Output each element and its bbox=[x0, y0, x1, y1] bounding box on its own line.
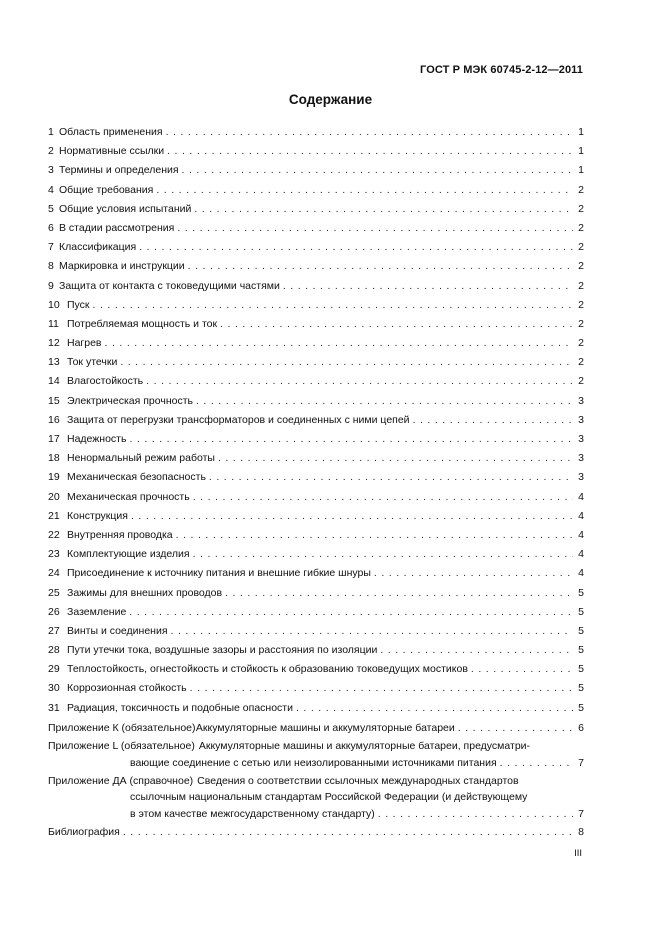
toc-entry-number: 25 bbox=[48, 586, 60, 599]
appendix-da-entry[interactable] bbox=[48, 773, 584, 822]
appendix-l-title-line2: вающие соединение с сетью или неизолированными источниками питания bbox=[130, 756, 497, 769]
toc-entry[interactable] bbox=[48, 545, 584, 564]
toc-entry[interactable] bbox=[48, 296, 584, 315]
toc-entry-title: Комплектующие изделия bbox=[67, 548, 190, 561]
toc-entry-number: 19 bbox=[48, 471, 60, 484]
toc-entry[interactable] bbox=[48, 564, 584, 583]
toc-entry-page: 2 bbox=[578, 202, 584, 215]
toc-leader bbox=[283, 277, 573, 296]
toc-entry-title: Механическая прочность bbox=[67, 490, 190, 503]
toc-entry-number: 27 bbox=[48, 624, 60, 637]
toc-leader bbox=[500, 755, 573, 771]
toc-entry-title: Защита от контакта с токоведущими частями bbox=[59, 279, 280, 292]
toc-entry-title: Классификация bbox=[59, 241, 137, 254]
toc-entry[interactable] bbox=[48, 679, 584, 698]
toc-entry[interactable] bbox=[48, 353, 584, 372]
toc-leader bbox=[182, 161, 573, 180]
toc-leader bbox=[129, 430, 573, 449]
toc-entry-number: 14 bbox=[48, 375, 60, 388]
toc-entry[interactable] bbox=[48, 468, 584, 487]
appendix-da-title-line1: Сведения о соответствии ссылочных международных стандартов bbox=[197, 774, 519, 787]
toc-entry-page: 2 bbox=[578, 337, 584, 350]
toc-entry-title: Общие требования bbox=[59, 183, 154, 196]
toc-entry-number: 20 bbox=[48, 490, 60, 503]
toc-leader bbox=[374, 564, 573, 583]
bibliography-page: 8 bbox=[578, 826, 584, 839]
toc-entry-number: 9 bbox=[48, 279, 54, 292]
toc-entry-number: 17 bbox=[48, 433, 60, 445]
toc-section-list bbox=[48, 123, 584, 718]
toc-entry-number: 7 bbox=[48, 241, 54, 254]
bibliography-entry[interactable] bbox=[48, 824, 584, 840]
toc-entry-page: 5 bbox=[578, 624, 584, 637]
toc-entry-page: 4 bbox=[578, 567, 584, 580]
appendix-k-label: Приложение К (обязательное) bbox=[48, 721, 196, 734]
toc-entry[interactable] bbox=[48, 449, 584, 468]
toc-leader bbox=[413, 411, 573, 430]
toc-entry-title: Область применения bbox=[59, 126, 163, 138]
toc-entry-title: Пуск bbox=[67, 298, 90, 311]
bibliography-title: Библиография bbox=[48, 826, 120, 839]
toc-entry-page: 3 bbox=[578, 413, 584, 426]
toc-entry-page: 2 bbox=[578, 183, 584, 196]
toc-entry-number: 30 bbox=[48, 682, 60, 695]
toc-entry-title: Нормативные ссылки bbox=[59, 145, 165, 158]
toc-entry[interactable] bbox=[48, 238, 584, 257]
toc-leader bbox=[193, 545, 573, 564]
toc-leader bbox=[176, 526, 573, 545]
toc-entry[interactable] bbox=[48, 641, 584, 660]
toc-leader bbox=[188, 257, 573, 276]
toc-entry-title: Маркировка и инструкции bbox=[59, 260, 185, 273]
toc-entry[interactable] bbox=[48, 507, 584, 526]
toc-entry[interactable] bbox=[48, 622, 584, 641]
toc-entry[interactable] bbox=[48, 123, 584, 142]
toc-leader bbox=[177, 219, 573, 238]
toc-leader bbox=[123, 824, 573, 840]
toc-entry-title: Нагрев bbox=[67, 337, 102, 350]
toc-entry-title: Внутренняя проводка bbox=[67, 528, 173, 541]
toc-entry-number: 11 bbox=[48, 317, 59, 330]
toc-entry-page: 2 bbox=[578, 298, 584, 311]
toc-entry-page: 1 bbox=[578, 164, 584, 177]
toc-leader bbox=[156, 181, 573, 200]
toc-entry-title: Коррозионная стойкость bbox=[67, 682, 187, 695]
toc-entry-page: 3 bbox=[578, 471, 584, 484]
toc-entry-page: 4 bbox=[578, 548, 584, 561]
toc-entry-title: Радиация, токсичность и подобные опасности bbox=[67, 701, 293, 714]
toc-leader bbox=[194, 200, 573, 219]
toc-entry-number: 13 bbox=[48, 356, 60, 369]
toc-entry[interactable] bbox=[48, 161, 584, 180]
toc-entry-title: Механическая безопасность bbox=[67, 471, 206, 484]
toc-entry[interactable] bbox=[48, 257, 584, 276]
toc-entry[interactable] bbox=[48, 372, 584, 391]
toc-leader bbox=[120, 353, 573, 372]
appendix-da-label: Приложение ДА (справочное) bbox=[48, 774, 194, 787]
page-number: III bbox=[574, 848, 582, 859]
toc-entry-number: 22 bbox=[48, 528, 60, 541]
toc-entry[interactable] bbox=[48, 334, 584, 353]
toc-leader bbox=[458, 720, 573, 736]
toc-entry-number: 12 bbox=[48, 337, 60, 350]
toc-entry-number: 23 bbox=[48, 548, 60, 561]
appendix-da-page: 7 bbox=[578, 807, 584, 820]
toc-leader bbox=[380, 641, 573, 660]
toc-entry-title: Винты и соединения bbox=[67, 624, 168, 637]
toc-entry-page: 2 bbox=[578, 221, 584, 234]
toc-entry[interactable] bbox=[48, 142, 584, 161]
toc-leader bbox=[220, 315, 573, 334]
appendix-l-label: Приложение L (обязательное) bbox=[48, 740, 195, 753]
toc-leader bbox=[146, 372, 573, 391]
toc-entry-page: 5 bbox=[578, 644, 584, 657]
toc-entry-number: 1 bbox=[48, 126, 54, 138]
toc-entry-title: Зажимы для внешних проводов bbox=[67, 586, 223, 599]
toc-entry-page: 5 bbox=[578, 663, 584, 676]
toc-entry-number: 16 bbox=[48, 413, 60, 426]
toc-entry-page: 5 bbox=[578, 682, 584, 695]
toc-entry[interactable] bbox=[48, 411, 584, 430]
appendix-l-title-line1: Аккумуляторные машины и аккумуляторные батареи, предусматри- bbox=[198, 740, 531, 753]
table-of-contents bbox=[48, 123, 584, 841]
toc-entry-page: 2 bbox=[578, 279, 584, 292]
toc-entry[interactable] bbox=[48, 315, 584, 334]
toc-entry-page: 3 bbox=[578, 394, 584, 407]
toc-leader bbox=[225, 584, 573, 603]
toc-leader bbox=[139, 238, 573, 257]
toc-entry-number: 10 bbox=[48, 298, 60, 311]
appendix-l-page: 7 bbox=[578, 756, 584, 769]
toc-entry-number: 3 bbox=[48, 164, 54, 177]
toc-entry-number: 2 bbox=[48, 145, 54, 158]
appendix-k-page: 6 bbox=[578, 721, 584, 734]
toc-entry-number: 8 bbox=[48, 260, 54, 273]
toc-entry-page: 1 bbox=[578, 126, 584, 138]
toc-entry-title: Потребляемая мощность и ток bbox=[67, 317, 218, 330]
toc-leader bbox=[378, 806, 573, 822]
toc-entry-number: 6 bbox=[48, 221, 54, 234]
toc-entry[interactable] bbox=[48, 200, 584, 219]
toc-leader bbox=[105, 334, 573, 353]
toc-entry[interactable] bbox=[48, 699, 584, 718]
toc-entry-page: 4 bbox=[578, 528, 584, 541]
document-code-header: ГОСТ Р МЭК 60745-2-12—2011 bbox=[420, 64, 583, 76]
toc-entry-page: 5 bbox=[578, 586, 584, 599]
toc-leader bbox=[129, 603, 573, 622]
toc-leader bbox=[193, 488, 573, 507]
toc-entry-title: Пути утечки тока, воздушные зазоры и расстояния по изоляции bbox=[67, 644, 378, 657]
toc-entry-page: 3 bbox=[578, 433, 584, 445]
toc-entry-page: 5 bbox=[578, 605, 584, 618]
toc-entry-title: Конструкция bbox=[67, 509, 128, 522]
appendix-da-title-line3: в этом качестве межгосударственному стандарту) bbox=[130, 807, 375, 820]
toc-leader bbox=[190, 679, 573, 698]
toc-leader bbox=[166, 123, 573, 142]
appendix-da-title-line2: ссылочным национальным стандартам Российской Федерации (и действующему bbox=[130, 791, 528, 804]
toc-leader bbox=[209, 468, 573, 487]
toc-entry[interactable] bbox=[48, 584, 584, 603]
toc-leader bbox=[167, 142, 573, 161]
toc-leader bbox=[93, 296, 573, 315]
toc-entry-number: 18 bbox=[48, 452, 60, 465]
toc-entry[interactable] bbox=[48, 660, 584, 679]
toc-entry-page: 1 bbox=[578, 145, 584, 158]
toc-entry-title: Ток утечки bbox=[67, 356, 118, 369]
appendix-k-entry[interactable] bbox=[48, 720, 584, 736]
toc-entry-page: 3 bbox=[578, 452, 584, 465]
toc-entry-title: Ненормальный режим работы bbox=[67, 452, 215, 465]
toc-entry-title: Электрическая прочность bbox=[67, 394, 193, 407]
toc-entry-page: 2 bbox=[578, 375, 584, 388]
toc-entry-number: 15 bbox=[48, 394, 60, 407]
toc-leader bbox=[131, 507, 573, 526]
toc-leader bbox=[218, 449, 573, 468]
toc-entry-title: Защита от перегрузки трансформаторов и соединенных с ними цепей bbox=[67, 413, 410, 426]
toc-entry-title: Общие условия испытаний bbox=[59, 202, 192, 215]
toc-entry[interactable] bbox=[48, 526, 584, 545]
toc-entry[interactable] bbox=[48, 488, 584, 507]
toc-entry-page: 2 bbox=[578, 260, 584, 273]
toc-leader bbox=[296, 699, 573, 718]
toc-entry[interactable] bbox=[48, 219, 584, 238]
toc-entry[interactable] bbox=[48, 430, 584, 449]
toc-entry-number: 29 bbox=[48, 663, 60, 676]
toc-entry-title: Теплостойкость, огнестойкость и стойкость к образованию токоведущих мостиков bbox=[67, 663, 468, 676]
toc-leader bbox=[471, 660, 573, 679]
toc-entry-title: В стадии рассмотрения bbox=[59, 221, 175, 234]
toc-entry-title: Надежность bbox=[67, 433, 127, 445]
toc-title: Содержание bbox=[288, 92, 373, 107]
toc-entry[interactable] bbox=[48, 392, 584, 411]
toc-entry-page: 5 bbox=[578, 701, 584, 714]
toc-entry[interactable] bbox=[48, 603, 584, 622]
toc-entry-number: 26 bbox=[48, 605, 60, 618]
toc-entry[interactable] bbox=[48, 277, 584, 296]
toc-entry-title: Влагостойкость bbox=[67, 375, 144, 388]
appendix-k-title: Аккумуляторные машины и аккумуляторные батареи bbox=[195, 721, 455, 734]
toc-entry-page: 2 bbox=[578, 356, 584, 369]
toc-entry-number: 5 bbox=[48, 202, 54, 215]
toc-entry-number: 4 bbox=[48, 183, 54, 196]
toc-entry[interactable] bbox=[48, 181, 584, 200]
toc-entry-title: Присоединение к источнику питания и внешние гибкие шнуры bbox=[67, 567, 371, 580]
toc-entry-page: 4 bbox=[578, 509, 584, 522]
toc-entry-number: 28 bbox=[48, 644, 60, 657]
toc-leader bbox=[196, 392, 573, 411]
toc-entry-title: Заземление bbox=[67, 605, 127, 618]
toc-entry-page: 2 bbox=[578, 241, 584, 254]
toc-entry-page: 2 bbox=[578, 317, 584, 330]
toc-leader bbox=[171, 622, 573, 641]
toc-entry-number: 21 bbox=[48, 509, 60, 522]
toc-entry-title: Термины и определения bbox=[59, 164, 179, 177]
toc-entry-number: 24 bbox=[48, 567, 60, 580]
toc-entry-page: 4 bbox=[578, 490, 584, 503]
appendix-l-entry[interactable] bbox=[48, 738, 584, 771]
toc-entry-number: 31 bbox=[48, 701, 60, 714]
